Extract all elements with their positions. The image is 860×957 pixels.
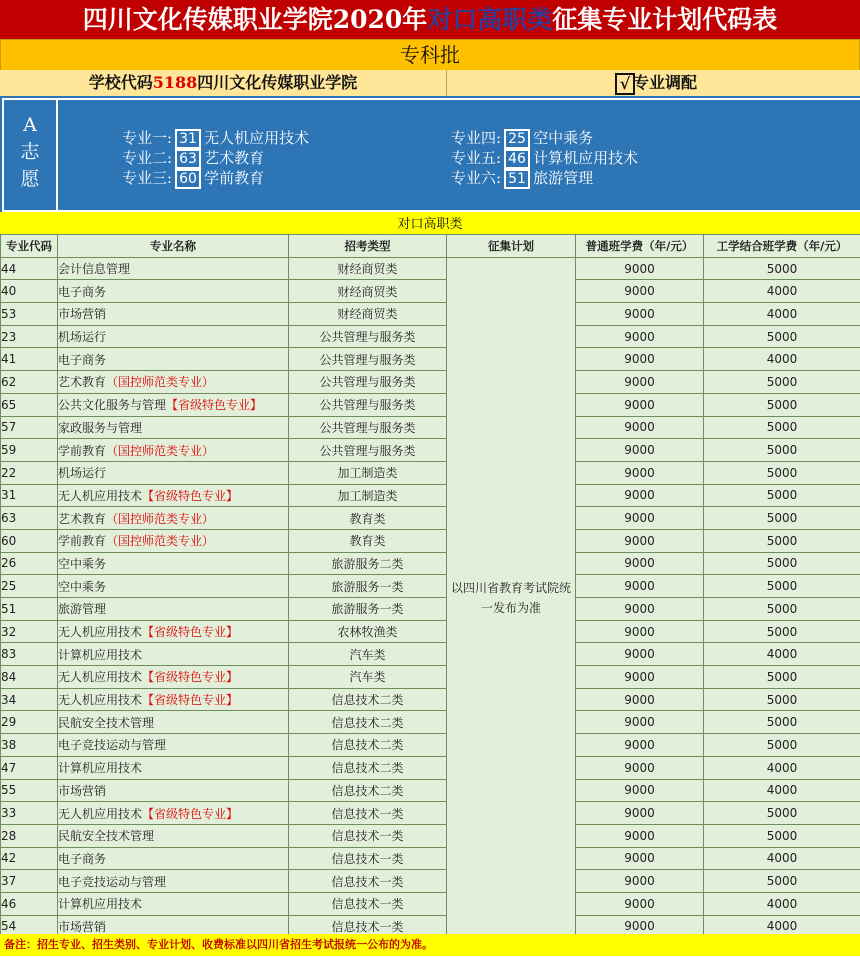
- table-row: [1, 484, 860, 507]
- choice-code-box[interactable]: 51: [504, 169, 530, 189]
- fee-regular: 9000: [576, 484, 704, 507]
- major-name: 市场营销: [58, 919, 107, 934]
- table-row: [1, 688, 860, 711]
- school-code-label: 学校代码: [88, 73, 153, 92]
- major-name: 电子竞技运动与管理: [58, 874, 167, 889]
- exam-type: 信息技术一类: [289, 915, 447, 938]
- exam-type: 教育类: [289, 507, 447, 530]
- major-tag: 【省级特色专业】: [142, 670, 239, 685]
- fee-workstudy: 4000: [704, 643, 860, 666]
- major-code: 55: [1, 779, 58, 802]
- fee-workstudy: 5000: [704, 371, 860, 394]
- major-code: 42: [1, 847, 58, 870]
- major-code: 28: [1, 824, 58, 847]
- major-name-cell: [58, 439, 289, 462]
- major-name-cell: [58, 620, 289, 643]
- school-row: [0, 70, 860, 96]
- major-code: 60: [1, 529, 58, 552]
- major-tag: （国控师范类专业）: [106, 511, 215, 526]
- table-row: [1, 325, 860, 348]
- fee-workstudy: 5000: [704, 688, 860, 711]
- major-code: 41: [1, 348, 58, 371]
- table-row: [1, 461, 860, 484]
- choice-label: 专业五:: [451, 149, 502, 167]
- major-tag: 【省级特色专业】: [142, 693, 239, 708]
- major-code: 34: [1, 688, 58, 711]
- fee-workstudy: 5000: [704, 575, 860, 598]
- exam-type: 信息技术一类: [289, 847, 447, 870]
- exam-type: 信息技术一类: [289, 870, 447, 893]
- choice-2: [122, 148, 264, 169]
- fee-workstudy: 4000: [704, 915, 860, 938]
- major-name: 会计信息管理: [58, 262, 131, 277]
- major-name-cell: [58, 824, 289, 847]
- fee-workstudy: 4000: [704, 348, 860, 371]
- major-name-cell: [58, 575, 289, 598]
- major-tag: （国控师范类专业）: [106, 443, 215, 458]
- major-tag: 【省级特色专业】: [142, 806, 239, 821]
- major-name: 无人机应用技术: [58, 488, 143, 503]
- major-name-cell: [58, 461, 289, 484]
- fee-regular: 9000: [576, 666, 704, 689]
- exam-type: 公共管理与服务类: [289, 439, 447, 462]
- choice-4: [451, 128, 593, 149]
- major-code: 33: [1, 802, 58, 825]
- major-name: 无人机应用技术: [58, 670, 143, 685]
- major-name: 计算机应用技术: [58, 897, 143, 912]
- major-code: 83: [1, 643, 58, 666]
- fee-regular: 9000: [576, 870, 704, 893]
- fee-regular: 9000: [576, 507, 704, 530]
- choice-list: [56, 98, 860, 212]
- table-row: [1, 870, 860, 893]
- volunteer-char-2: 愿: [20, 168, 40, 190]
- exam-type: 信息技术二类: [289, 756, 447, 779]
- fee-workstudy: 5000: [704, 416, 860, 439]
- table-row: [1, 280, 860, 303]
- fee-regular: 9000: [576, 529, 704, 552]
- major-name-cell: [58, 416, 289, 439]
- major-code: 22: [1, 461, 58, 484]
- major-name-cell: [58, 847, 289, 870]
- exam-type: 财经商贸类: [289, 280, 447, 303]
- choice-label: 专业二:: [122, 149, 173, 167]
- header-name: 专业名称: [58, 235, 289, 258]
- fee-workstudy: 5000: [704, 552, 860, 575]
- choice-label: 专业六:: [451, 169, 502, 187]
- fee-regular: 9000: [576, 439, 704, 462]
- header-code: 专业代码: [1, 235, 58, 258]
- choice-6: [451, 168, 593, 189]
- major-name: 学前教育: [58, 443, 107, 458]
- table-row: [1, 802, 860, 825]
- choice-code-box[interactable]: 60: [175, 169, 201, 189]
- choice-code-box[interactable]: 31: [175, 129, 201, 149]
- fee-regular: 9000: [576, 688, 704, 711]
- exam-type: 财经商贸类: [289, 303, 447, 326]
- major-code: 62: [1, 371, 58, 394]
- major-code: 59: [1, 439, 58, 462]
- table-row: [1, 756, 860, 779]
- major-name-cell: [58, 484, 289, 507]
- fee-workstudy: 5000: [704, 734, 860, 757]
- fee-regular: 9000: [576, 303, 704, 326]
- exam-type: 信息技术一类: [289, 824, 447, 847]
- volunteer-char-1: 志: [20, 141, 40, 163]
- fee-workstudy: 5000: [704, 257, 860, 280]
- choice-major: 旅游管理: [533, 169, 594, 187]
- major-code: 54: [1, 915, 58, 938]
- fee-regular: 9000: [576, 847, 704, 870]
- major-tag: 【省级特色专业】: [142, 488, 239, 503]
- exam-type: 旅游服务一类: [289, 575, 447, 598]
- exam-type: 汽车类: [289, 666, 447, 689]
- major-name-cell: [58, 529, 289, 552]
- major-code: 25: [1, 575, 58, 598]
- major-name-cell: [58, 303, 289, 326]
- major-name-cell: [58, 598, 289, 621]
- fee-regular: 9000: [576, 802, 704, 825]
- fee-workstudy: 4000: [704, 847, 860, 870]
- major-name: 市场营销: [58, 783, 107, 798]
- header-fee-workstudy: 工学结合班学费（年/元）: [704, 235, 860, 258]
- school-name: 四川文化传媒职业学院: [197, 73, 358, 92]
- header-fee-regular: 普通班学费（年/元）: [576, 235, 704, 258]
- table-row: [1, 529, 860, 552]
- fee-workstudy: 5000: [704, 393, 860, 416]
- major-name-cell: [58, 756, 289, 779]
- exam-type: 公共管理与服务类: [289, 393, 447, 416]
- adjust-checkbox[interactable]: √: [615, 73, 635, 95]
- table-row: [1, 552, 860, 575]
- major-code: 32: [1, 620, 58, 643]
- major-name: 无人机应用技术: [58, 625, 143, 640]
- fee-regular: 9000: [576, 756, 704, 779]
- major-name: 空中乘务: [58, 556, 107, 571]
- table-row: [1, 666, 860, 689]
- major-name: 旅游管理: [58, 602, 107, 617]
- volunteer-block: [0, 96, 860, 212]
- exam-type: 加工制造类: [289, 484, 447, 507]
- choice-5: [451, 148, 638, 169]
- table-row: [1, 734, 860, 757]
- table-row: [1, 439, 860, 462]
- fee-workstudy: 5000: [704, 439, 860, 462]
- major-name: 电子商务: [58, 851, 107, 866]
- major-code: 31: [1, 484, 58, 507]
- exam-type: 信息技术一类: [289, 892, 447, 915]
- exam-type: 公共管理与服务类: [289, 348, 447, 371]
- table-row: [1, 257, 860, 280]
- major-code: 23: [1, 325, 58, 348]
- fee-workstudy: 4000: [704, 280, 860, 303]
- major-name: 机场运行: [58, 466, 107, 481]
- major-name: 电子商务: [58, 352, 107, 367]
- exam-type: 汽车类: [289, 643, 447, 666]
- fee-workstudy: 5000: [704, 802, 860, 825]
- major-name: 艺术教育: [58, 375, 107, 390]
- major-code: 40: [1, 280, 58, 303]
- choice-major: 计算机应用技术: [533, 149, 639, 167]
- fee-workstudy: 5000: [704, 666, 860, 689]
- table-row: [1, 303, 860, 326]
- exam-type: 信息技术二类: [289, 779, 447, 802]
- fee-workstudy: 5000: [704, 620, 860, 643]
- choice-major: 空中乘务: [533, 129, 594, 147]
- exam-type: 公共管理与服务类: [289, 416, 447, 439]
- title-highlight: 对口高职类: [427, 5, 553, 34]
- major-name-cell: [58, 348, 289, 371]
- major-tag: 【省级特色专业】: [166, 398, 263, 413]
- fee-regular: 9000: [576, 552, 704, 575]
- fee-regular: 9000: [576, 824, 704, 847]
- fee-regular: 9000: [576, 598, 704, 621]
- major-name: 市场营销: [58, 307, 107, 322]
- major-code: 37: [1, 870, 58, 893]
- exam-type: 旅游服务二类: [289, 552, 447, 575]
- volunteer-letter: A: [23, 114, 37, 136]
- major-tag: （国控师范类专业）: [106, 375, 215, 390]
- adjust-label: 专业调配: [633, 73, 698, 92]
- major-name-cell: [58, 257, 289, 280]
- major-name: 学前教育: [58, 534, 107, 549]
- major-code: 44: [1, 257, 58, 280]
- table-row: [1, 416, 860, 439]
- major-name-cell: [58, 711, 289, 734]
- fee-regular: 9000: [576, 393, 704, 416]
- table-row: [1, 620, 860, 643]
- major-name-cell: [58, 779, 289, 802]
- table-row: [1, 575, 860, 598]
- major-tag: 【省级特色专业】: [142, 625, 239, 640]
- major-code: 46: [1, 892, 58, 915]
- table-row: [1, 348, 860, 371]
- section-label: 对口高职类: [0, 216, 860, 234]
- fee-workstudy: 5000: [704, 598, 860, 621]
- major-name: 空中乘务: [58, 579, 107, 594]
- major-code: 47: [1, 756, 58, 779]
- batch-label: 专科批: [0, 39, 860, 71]
- table-header-row: [1, 235, 860, 258]
- fee-workstudy: 5000: [704, 870, 860, 893]
- table-row: [1, 393, 860, 416]
- fee-regular: 9000: [576, 371, 704, 394]
- major-name-cell: [58, 393, 289, 416]
- table-row: [1, 711, 860, 734]
- major-name: 艺术教育: [58, 511, 107, 526]
- major-name-cell: [58, 734, 289, 757]
- table-row: [1, 643, 860, 666]
- fee-regular: 9000: [576, 280, 704, 303]
- exam-type: 信息技术二类: [289, 711, 447, 734]
- major-name-cell: [58, 870, 289, 893]
- major-name: 民航安全技术管理: [58, 829, 155, 844]
- major-name: 无人机应用技术: [58, 806, 143, 821]
- choice-major: 无人机应用技术: [204, 129, 310, 147]
- major-name-cell: [58, 325, 289, 348]
- choice-major: 学前教育: [204, 169, 265, 187]
- choice-label: 专业三:: [122, 169, 173, 187]
- exam-type: 信息技术二类: [289, 734, 447, 757]
- table-row: [1, 371, 860, 394]
- title-prefix: 四川文化传媒职业学院2020年: [82, 5, 428, 34]
- major-name: 家政服务与管理: [58, 420, 143, 435]
- exam-type: 公共管理与服务类: [289, 325, 447, 348]
- major-name-cell: [58, 552, 289, 575]
- page-title: [0, 0, 860, 39]
- fee-workstudy: 5000: [704, 711, 860, 734]
- major-name-cell: [58, 507, 289, 530]
- table-row: [1, 507, 860, 530]
- fee-regular: 9000: [576, 892, 704, 915]
- fee-regular: 9000: [576, 325, 704, 348]
- major-name-cell: [58, 666, 289, 689]
- major-tag: （国控师范类专业）: [106, 534, 215, 549]
- title-suffix: 征集专业计划代码表: [552, 5, 778, 34]
- exam-type: 农林牧渔类: [289, 620, 447, 643]
- fee-regular: 9000: [576, 348, 704, 371]
- fee-regular: 9000: [576, 461, 704, 484]
- fee-regular: 9000: [576, 734, 704, 757]
- fee-workstudy: 5000: [704, 824, 860, 847]
- table-body: [1, 257, 860, 938]
- exam-type: 信息技术二类: [289, 688, 447, 711]
- fee-regular: 9000: [576, 620, 704, 643]
- fee-regular: 9000: [576, 575, 704, 598]
- table-row: [1, 779, 860, 802]
- major-code: 38: [1, 734, 58, 757]
- major-code: 63: [1, 507, 58, 530]
- fee-regular: 9000: [576, 257, 704, 280]
- fee-workstudy: 5000: [704, 484, 860, 507]
- choice-code-box[interactable]: 63: [175, 149, 201, 169]
- fee-regular: 9000: [576, 416, 704, 439]
- volunteer-label: [2, 98, 58, 212]
- table-row: [1, 824, 860, 847]
- major-name-cell: [58, 802, 289, 825]
- major-name-cell: [58, 643, 289, 666]
- major-name: 电子商务: [58, 284, 107, 299]
- choice-3: [122, 168, 264, 189]
- school-code: 5188: [152, 73, 198, 92]
- major-code: 65: [1, 393, 58, 416]
- fee-workstudy: 5000: [704, 507, 860, 530]
- fee-workstudy: 4000: [704, 892, 860, 915]
- fee-workstudy: 5000: [704, 461, 860, 484]
- major-name: 公共文化服务与管理: [58, 398, 167, 413]
- choice-code-box[interactable]: 25: [504, 129, 530, 149]
- major-name-cell: [58, 371, 289, 394]
- exam-type: 财经商贸类: [289, 257, 447, 280]
- exam-type: 旅游服务一类: [289, 598, 447, 621]
- header-plan: 征集计划: [447, 235, 576, 258]
- choice-code-box[interactable]: 46: [504, 149, 530, 169]
- major-name: 计算机应用技术: [58, 761, 143, 776]
- major-code: 29: [1, 711, 58, 734]
- fee-workstudy: 4000: [704, 303, 860, 326]
- major-code: 84: [1, 666, 58, 689]
- major-name: 计算机应用技术: [58, 647, 143, 662]
- major-name: 机场运行: [58, 330, 107, 345]
- major-name-cell: [58, 892, 289, 915]
- fee-workstudy: 5000: [704, 325, 860, 348]
- school-info: [0, 70, 447, 96]
- choice-1: [122, 128, 309, 149]
- major-name-cell: [58, 280, 289, 303]
- adjust-cell: [447, 70, 860, 96]
- fee-regular: 9000: [576, 779, 704, 802]
- footnote: 备注：招生专业、招生类别、专业计划、收费标准以四川省招生考试报统一公布的为准。: [0, 934, 860, 956]
- major-name: 无人机应用技术: [58, 693, 143, 708]
- fee-workstudy: 4000: [704, 756, 860, 779]
- major-name: 电子竞技运动与管理: [58, 738, 167, 753]
- exam-type: 信息技术一类: [289, 802, 447, 825]
- enrollment-plan: 以四川省教育考试院统一发布为准: [447, 257, 576, 938]
- major-code: 53: [1, 303, 58, 326]
- fee-workstudy: 4000: [704, 779, 860, 802]
- exam-type: 教育类: [289, 529, 447, 552]
- fee-regular: 9000: [576, 915, 704, 938]
- exam-type: 加工制造类: [289, 461, 447, 484]
- choice-label: 专业四:: [451, 129, 502, 147]
- exam-type: 公共管理与服务类: [289, 371, 447, 394]
- table-row: [1, 892, 860, 915]
- major-code: 26: [1, 552, 58, 575]
- choice-major: 艺术教育: [204, 149, 265, 167]
- choice-label: 专业一:: [122, 129, 173, 147]
- header-type: 招考类型: [289, 235, 447, 258]
- major-name-cell: [58, 688, 289, 711]
- fee-regular: 9000: [576, 643, 704, 666]
- fee-regular: 9000: [576, 711, 704, 734]
- major-code: 51: [1, 598, 58, 621]
- major-code: 57: [1, 416, 58, 439]
- major-name: 民航安全技术管理: [58, 715, 155, 730]
- table-row: [1, 847, 860, 870]
- table-row: [1, 598, 860, 621]
- major-table: [0, 234, 860, 938]
- fee-workstudy: 5000: [704, 529, 860, 552]
